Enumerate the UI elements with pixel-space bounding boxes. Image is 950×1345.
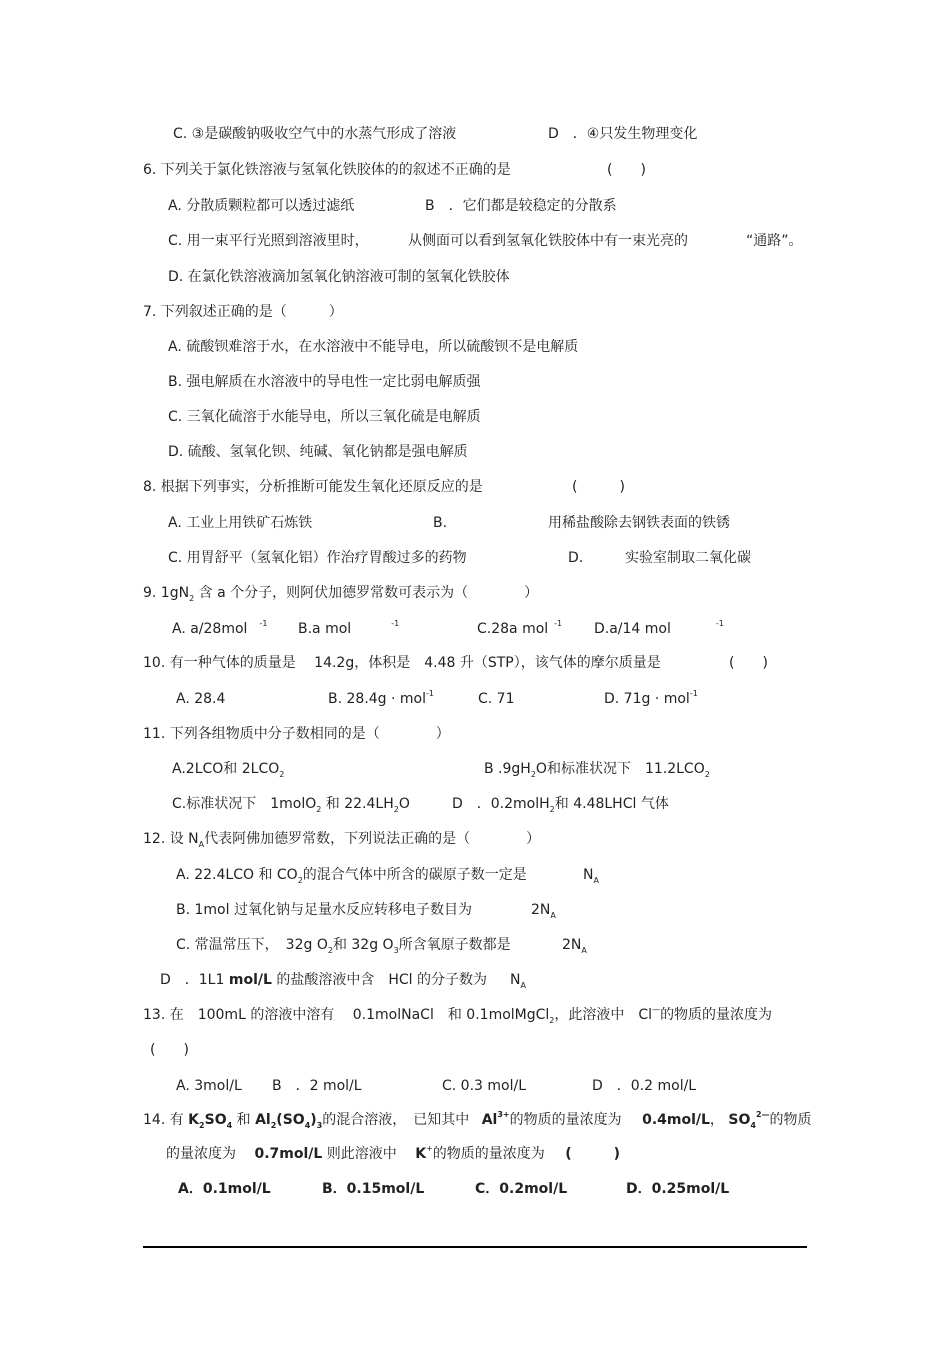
q6-option-c-part3: “通路”。: [746, 233, 803, 249]
q10-option-c: C. 71: [478, 691, 515, 707]
q7-option-c: C. 三氧化硫溶于水能导电，所以三氧化硫是电解质: [168, 409, 481, 425]
q11-option-b: B $.9gH_2O$和标准状况下 $11.2LCO_2$: [484, 761, 710, 779]
q13-answer-paren: ( ): [150, 1042, 189, 1058]
q6-option-b: B ．它们都是较稳定的分散系: [425, 198, 617, 214]
q10-option-b: B. 28.4g · mol$^{-1}$: [328, 689, 434, 707]
q5-option-c: C. ③是碳酸钠吸收空气中的水蒸气形成了溶液: [173, 126, 457, 142]
q13-stem: 13. 在 100mL 的溶液中溶有 0.1molNaCl 和 0.1molMgCl$_2$，此溶液中 Cl—的物质的量浓度为: [143, 1005, 773, 1025]
q14-option-b: B．0.15mol/L: [322, 1181, 425, 1197]
q11-option-d: D ．0.2molH$_2$和 4.48LHCl 气体: [452, 796, 669, 814]
q9-stem: 9. $1gN_2$ 含 a 个分子，则阿伏加德罗常数可表示为（ ）: [143, 585, 539, 603]
q12-option-b-answer: $2N_A$: [531, 902, 556, 920]
q6-option-d: D. 在氯化铁溶液滴加氢氧化钠溶液可制的氢氧化铁胶体: [168, 269, 510, 285]
q11-option-c: C.标准状况下 1molO$_2$ 和 $22.4LH_2O$: [172, 796, 410, 814]
q13-option-d: D ．0.2 mol/L: [592, 1078, 697, 1094]
q6-answer-paren: ( ): [607, 162, 646, 178]
q12-option-d: D ．1L1 mol/L 的盐酸溶液中含 HCl 的分子数为: [160, 972, 487, 988]
q12-option-a: A. 22.4LCO 和 $CO_2$的混合气体中所含的碳原子数一定是: [176, 867, 527, 885]
q14-option-c: C．0.2mol/L: [475, 1181, 568, 1197]
q7-option-a: A. 硫酸钡难溶于水，在水溶液中不能导电，所以硫酸钡不是电解质: [168, 339, 579, 355]
q8-option-c: C. 用胃舒平（氢氧化铝）作治疗胃酸过多的药物: [168, 550, 467, 566]
q14-stem-line1: 14. 有 $K_2SO_4$ 和 $Al_2(SO_4)_3$的混合溶液， 已知其中 $Al^{3+}$的物质的量浓度为 0.4mol/L， $SO_4^{2—}$的物质: [143, 1110, 812, 1130]
q12-option-a-answer: $N_A$: [583, 867, 599, 885]
q9-option-b: B.a mol $^{-1}$: [298, 619, 400, 637]
q10-answer-paren: ( ): [729, 655, 768, 671]
q14-option-d: D．0.25mol/L: [626, 1181, 730, 1197]
q7-option-b: B. 强电解质在水溶液中的导电性一定比弱电解质强: [168, 374, 481, 390]
q11-option-a: A.2LCO和 $2LCO_2$: [172, 761, 285, 779]
q14-option-a: A．0.1mol/L: [178, 1181, 271, 1197]
q8-answer-paren: ( ): [572, 479, 625, 495]
q9-option-a: A. a/28mol $^{-1}$: [172, 619, 268, 637]
footer-divider: [143, 1246, 807, 1248]
q7-option-d: D. 硫酸、氢氧化钡、纯碱、氧化钠都是强电解质: [168, 444, 468, 460]
q6-stem: 6. 下列关于氯化铁溶液与氢氧化铁胶体的的叙述不正确的是: [143, 162, 511, 178]
q12-option-c-answer: $2N_A$: [562, 937, 587, 955]
q10-option-d: D. 71g · mol$^{-1}$: [604, 689, 698, 707]
q12-option-c: C. 常温常压下， 32g $O_2$和 32g $O_3$所含氧原子数都是: [176, 937, 511, 955]
q8-option-d-label: D.: [568, 550, 584, 566]
q11-stem: 11. 下列各组物质中分子数相同的是（ ）: [143, 726, 450, 742]
q13-option-b: B ．2 mol/L: [272, 1078, 362, 1094]
q10-option-a: A. 28.4: [176, 691, 226, 707]
q6-option-c-part2: 从侧面可以看到氢氧化铁胶体中有一束光亮的: [408, 233, 688, 249]
q10-stem: 10. 有一种气体的质量是 14.2g，体积是 4.48 升（STP），该气体的摩尔质量是: [143, 655, 661, 671]
q13-option-c: C. 0.3 mol/L: [442, 1078, 526, 1094]
q14-stem-line2: 的量浓度为 0.7mol/L 则此溶液中 K+的物质的量浓度为 ( ): [166, 1144, 621, 1162]
q12-stem: 12. 设 $N_A$代表阿佛加德罗常数，下列说法正确的是（ ）: [143, 831, 541, 849]
q9-option-c: C.28a mol $^{-1}$: [477, 619, 563, 637]
q7-stem: 7. 下列叙述正确的是（ ）: [143, 304, 343, 320]
q8-option-d-text: 实验室制取二氧化碳: [625, 550, 751, 566]
q12-option-b: B. 1mol 过氧化钠与足量水反应转移电子数目为: [176, 902, 472, 918]
q6-option-c-part1: C. 用一束平行光照到溶液里时，: [168, 233, 369, 249]
q8-option-a: A. 工业上用铁矿石炼铁: [168, 515, 313, 531]
q8-option-b-text: 用稀盐酸除去钢铁表面的铁锈: [548, 515, 730, 531]
q8-stem: 8. 根据下列事实，分析推断可能发生氧化还原反应的是: [143, 479, 483, 495]
q9-option-d: D.a/14 mol $^{-1}$: [594, 619, 724, 637]
q13-option-a: A. 3mol/L: [176, 1078, 242, 1094]
q8-option-b-label: B.: [433, 515, 448, 531]
q6-option-a: A. 分散质颗粒都可以透过滤纸: [168, 198, 355, 214]
q12-option-d-answer: $N_A$: [510, 972, 526, 990]
q5-option-d: D ．④只发生物理变化: [548, 126, 698, 142]
